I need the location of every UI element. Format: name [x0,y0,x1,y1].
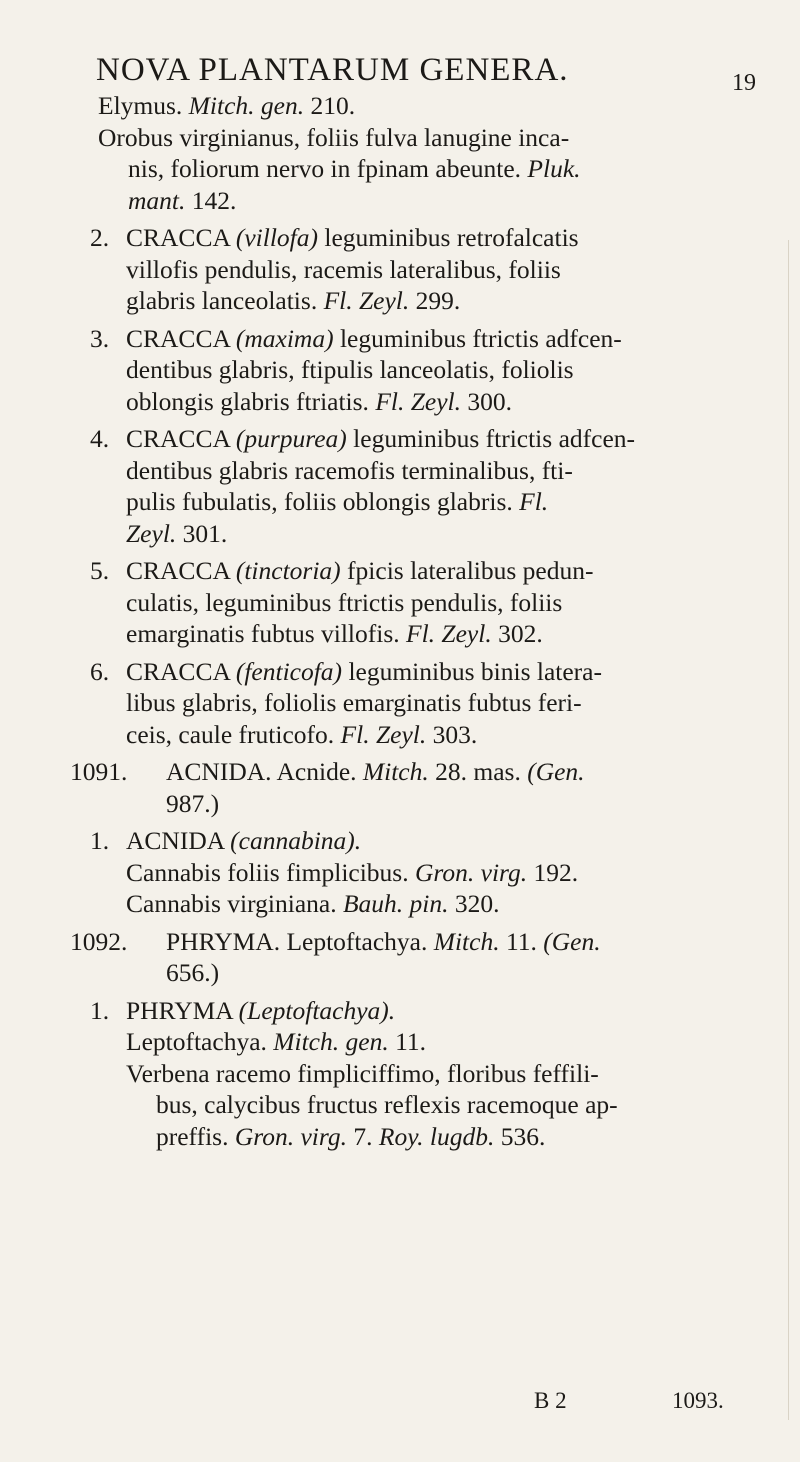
text-line: Orobus virginianus, foliis fulva lanugine inca- [98,122,570,152]
text: PHRYMA [126,995,239,1025]
text-line [98,90,748,122]
text: 210. [304,91,356,120]
text-line: 656.) [166,958,220,987]
text-line [126,518,748,550]
text: leguminibus retrofalcatis [317,223,579,252]
citation: Mitch. [433,926,500,956]
running-title: NOVA PLANTARUM GENERA. [96,52,569,88]
text-line: Verbena racemo fimpliciffimo, floribus feffili- [126,1058,599,1088]
text-line [126,423,748,455]
text-line [126,656,748,688]
citation: Fl. Zeyl. [406,619,492,648]
text-line: libus glabris, foliolis emarginatis fubtus feri- [126,688,582,717]
species-entry [90,825,748,920]
text: 300. [461,386,513,416]
catchword: 1093. [672,1388,724,1413]
text-line [126,719,748,751]
text: 299. [409,286,461,315]
page-footer [98,1388,748,1422]
text-line [126,857,748,889]
entry-number: 3. [90,323,110,353]
text: 302. [491,619,543,648]
entry-number: 6. [90,656,110,686]
text: CRACCA [126,223,236,252]
text: 192. [527,857,579,887]
citation: Fl. [519,487,549,516]
epithet: (fenticofa) [235,656,343,686]
text-line [126,618,748,650]
text: ACNIDA [126,826,231,855]
text-line: bus, calycibus fructus reflexis racemoque ap- [156,1090,618,1119]
text-line [126,888,748,920]
entry-number: 5. [90,556,110,585]
citation: Mitch. [362,757,429,786]
text-line [98,185,748,217]
text: 11. [499,926,544,956]
species-entry [90,555,748,650]
text-line [126,825,748,857]
genus-number: 1092. [70,926,128,956]
text: pulis fubulatis, foliis oblongis glabris. [126,487,520,516]
citation: (Gen. [527,757,585,786]
entry-number: 1. [90,826,110,855]
text-line [126,285,748,317]
entry-number: 2. [90,223,110,252]
text: CRACCA [126,323,236,353]
species-entry [90,656,748,751]
text: 303. [426,719,478,749]
citation: Gron. virg. [234,1121,347,1151]
text-line [126,756,748,788]
citation: Fl. Zeyl. [340,719,427,749]
text: leguminibus binis latera- [342,656,602,686]
text: 320. [448,889,500,918]
text-line [126,386,748,418]
epithet: (maxima) [235,323,334,353]
text-line: culatis, leguminibus ftrictis pendulis, foliis [126,587,563,617]
text: emarginatis fubtus villofis. [126,619,407,648]
page-edge-shadow [788,240,789,1420]
text: 11. [388,1027,427,1056]
text: 28. mas. [428,757,528,786]
text: 301. [176,518,228,548]
text-line [126,1121,748,1153]
citation: Fl. Zeyl. [323,286,410,315]
species-entry [90,423,748,549]
text: 536. [494,1121,546,1151]
text: CRACCA [126,656,236,686]
citation: Fl. Zeyl. [375,386,462,416]
citation: Mitch. gen. [273,1027,389,1056]
text: Cannabis virginiana. [126,889,343,918]
text: glabris lanceolatis. [126,286,324,315]
epithet: (cannabina). [230,826,362,855]
text: oblongis glabris ftriatis. [126,386,376,416]
text-line [126,323,748,355]
text-line: villofis pendulis, racemis lateralibus, foliis [126,254,561,284]
text-line: dentibus glabris racemofis terminalibus, fti- [126,455,573,485]
text-line [126,1026,748,1058]
text-line: 987.) [166,788,220,818]
citation: Zeyl. [126,518,177,548]
text-line [126,486,748,518]
genus-entry [70,756,748,819]
citation: Bauh. pin. [342,889,449,918]
text-line [126,926,748,958]
citation: Pluk. [527,154,581,183]
citation: Mitch. gen. [188,91,305,120]
text: CRACCA [126,424,236,453]
entry-number: 4. [90,424,110,453]
text: ACNIDA. Acnide. [166,757,363,786]
citation: Roy. lugdb. [378,1121,495,1151]
genus-number: 1091. [70,757,128,786]
text: nis, foliorum nervo in fpinam abeunte. [128,154,528,183]
text: Leptoftachya. [126,1027,274,1056]
text: Elymus. [98,91,189,120]
page-body [70,90,748,1158]
epithet: (tinctoria) [235,556,341,585]
species-entry [90,323,748,418]
epithet: (purpurea) [235,424,347,453]
text: PHRYMA. Leptoftachya. [166,926,434,956]
species-entry [90,222,748,317]
epithet: (villofa) [235,223,318,252]
signature-mark: B 2 [534,1388,567,1413]
text: 7. [347,1121,379,1151]
text-line [98,153,748,185]
text: CRACCA [126,556,236,585]
text: leguminibus ftrictis adfcen- [333,323,622,353]
entry-number: 1. [90,995,110,1025]
text-line [126,222,748,254]
text-line [126,555,748,587]
species-entry [90,995,748,1153]
text: leguminibus ftrictis adfcen- [346,424,636,453]
text-line: dentibus glabris, ftipulis lanceolatis, foliolis [126,355,574,384]
text: fpicis lateralibus pedun- [340,556,594,585]
text: preffis. [156,1121,235,1151]
genus-entry [70,926,748,989]
page-number: 19 [732,70,756,96]
elymus-entry [98,90,748,216]
citation: Gron. virg. [414,857,528,887]
citation: (Gen. [543,926,601,956]
page-header [96,52,756,96]
text: 142. [185,185,237,215]
epithet: (Leptoftachya). [238,995,396,1025]
text: Cannabis foliis fimplicibus. [126,857,415,887]
text: ceis, caule fruticofo. [126,719,341,749]
citation: mant. [128,185,186,215]
text-line [126,995,748,1027]
